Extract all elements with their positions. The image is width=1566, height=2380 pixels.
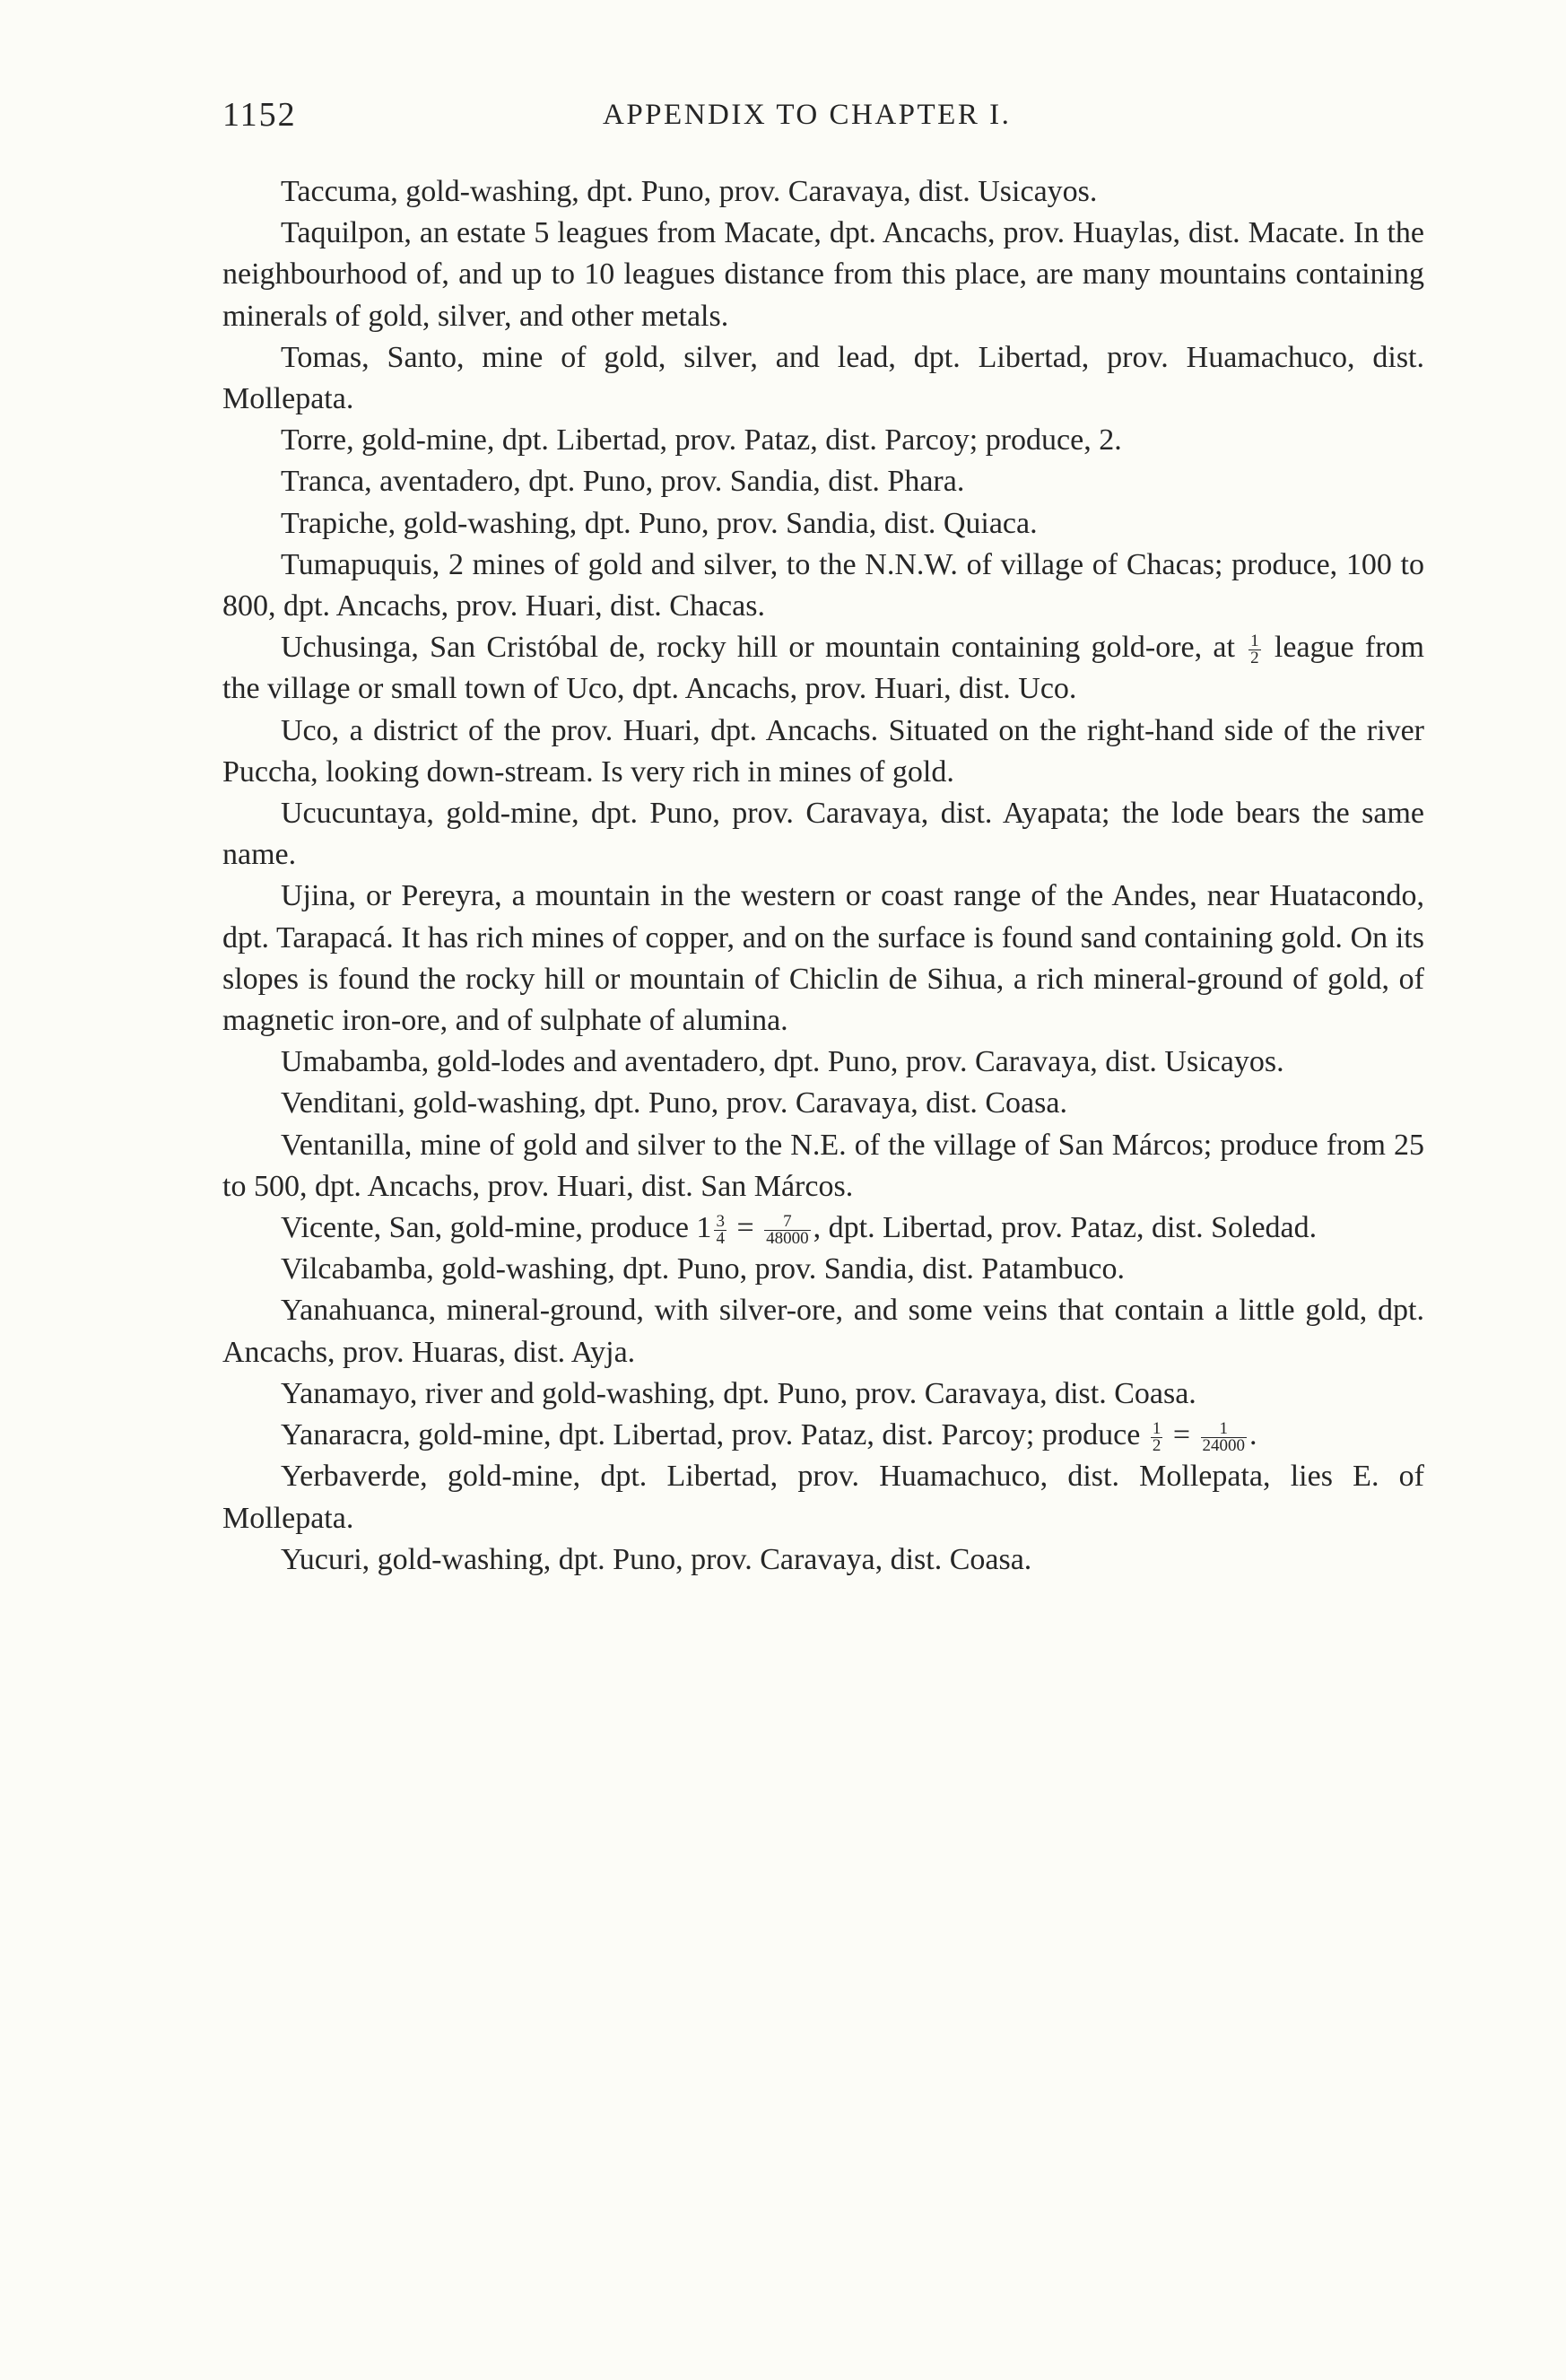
entry-tumapuquis: Tumapuquis, 2 mines of gold and silver, to the N.N.W. of village of Chacas; produce, 100 to 800, dpt. Ancachs, prov. Huari, dist. Chacas.	[222, 547, 1424, 623]
entry-venditani: Venditani, gold-washing, dpt. Puno, prov. Caravaya, dist. Coasa.	[281, 1086, 1067, 1120]
fraction-numerator: 1	[1201, 1421, 1248, 1438]
entry-yanahuanca: Yanahuanca, mineral-ground, with silver-ore, and some veins that contain a little gold, dpt. Ancachs, prov. Huaras, dist. Ayja.	[222, 1294, 1424, 1369]
entry-text-before: Vicente, San, gold-mine, produce 1	[281, 1211, 712, 1245]
fraction-denominator: 4	[716, 1228, 725, 1248]
entry-text-before: Uchusinga, San Cristóbal de, rocky hill or mountain containing gold-ore, at	[281, 631, 1247, 665]
entry-trapiche: Trapiche, gold-washing, dpt. Puno, prov. Sandia, dist. Quiaca.	[281, 506, 1038, 540]
entry-vicente-san	[222, 1207, 1424, 1249]
fraction-numerator: 7	[764, 1214, 811, 1231]
fraction-numerator: 1	[1250, 631, 1259, 650]
page-number: 1152	[222, 96, 297, 134]
fraction-three-quarters	[714, 1211, 726, 1248]
entry-text-before: Yanaracra, gold-mine, dpt. Libertad, prov. Pataz, dist. Parcoy; produce	[281, 1418, 1148, 1452]
entry-taquilpon: Taquilpon, an estate 5 leagues from Macate, dpt. Ancachs, prov. Huaylas, dist. Macate. In the neighbourhood of, and up to 10 leagues distance from this place, are many mountains containing minerals of gold, silver, and other metals.	[222, 216, 1424, 333]
text-block	[222, 171, 1424, 1581]
fraction-produce	[1201, 1418, 1248, 1455]
entry-yerbaverde: Yerbaverde, gold-mine, dpt. Libertad, prov. Huamachuco, dist. Mollepata, lies E. of Mollepata.	[222, 1460, 1424, 1535]
entry-text-mid: =	[1165, 1418, 1198, 1452]
entry-text-after: league from the village or small town of Uco, dpt. Ancachs, prov. Huari, dist. Uco.	[222, 631, 1424, 706]
entry-umabamba: Umabamba, gold-lodes and aventadero, dpt. Puno, prov. Caravaya, dist. Usicayos.	[281, 1045, 1284, 1079]
entry-yanamayo: Yanamayo, river and gold-washing, dpt. Puno, prov. Caravaya, dist. Coasa.	[281, 1376, 1196, 1410]
entry-ujina: Ujina, or Pereyra, a mountain in the western or coast range of the Andes, near Huatacondo, dpt. Tarapacá. It has rich mines of copper, and on the surface is found sand containing gold. On its slopes is found the rocky hill or mountain of Chiclin de Sihua, a rich mineral-ground of gold, of magnetic iron-ore, and of sulphate of alumina.	[222, 879, 1424, 1038]
entry-ventanilla: Ventanilla, mine of gold and silver to the N.E. of the village of San Márcos; produce from 25 to 500, dpt. Ancachs, prov. Huari, dist. San Márcos.	[222, 1128, 1424, 1203]
entry-text-after: , dpt. Libertad, prov. Pataz, dist. Soledad.	[813, 1211, 1318, 1245]
entry-tranca: Tranca, aventadero, dpt. Puno, prov. Sandia, dist. Phara.	[281, 465, 965, 499]
fraction-numerator: 3	[716, 1211, 725, 1231]
fraction-half	[1248, 633, 1261, 667]
fraction-denominator: 48000	[766, 1228, 809, 1248]
fraction-produce	[764, 1211, 811, 1248]
entry-uco: Uco, a district of the prov. Huari, dpt. Ancachs. Situated on the right-hand side of the river Puccha, looking down-stream. Is very rich in mines of gold.	[222, 713, 1424, 789]
fraction-denominator: 2	[1152, 1435, 1161, 1455]
running-head: APPENDIX TO CHAPTER I.	[603, 99, 1012, 131]
entry-yanaracra	[222, 1415, 1424, 1456]
entry-yucuri: Yucuri, gold-washing, dpt. Puno, prov. Caravaya, dist. Coasa.	[281, 1542, 1032, 1576]
fraction-denominator: 2	[1250, 648, 1259, 667]
entry-uchusinga	[222, 627, 1424, 710]
fraction-denominator: 24000	[1202, 1435, 1246, 1455]
entry-text-mid: =	[728, 1211, 762, 1245]
entry-text-after: .	[1249, 1418, 1257, 1452]
fraction-half	[1151, 1418, 1163, 1455]
fraction-numerator: 1	[1152, 1418, 1161, 1438]
entry-ucucuntaya: Ucucuntaya, gold-mine, dpt. Puno, prov. Caravaya, dist. Ayapata; the lode bears the same name.	[222, 797, 1424, 872]
entry-torre: Torre, gold-mine, dpt. Libertad, prov. Pataz, dist. Parcoy; produce, 2.	[281, 423, 1122, 458]
entry-tomas-santo: Tomas, Santo, mine of gold, silver, and lead, dpt. Libertad, prov. Huamachuco, dist. Mollepata.	[222, 340, 1424, 416]
entry-taccuma: Taccuma, gold-washing, dpt. Puno, prov. Caravaya, dist. Usicayos.	[281, 175, 1098, 208]
entry-vilcabamba: Vilcabamba, gold-washing, dpt. Puno, prov. Sandia, dist. Patambuco.	[281, 1252, 1126, 1286]
